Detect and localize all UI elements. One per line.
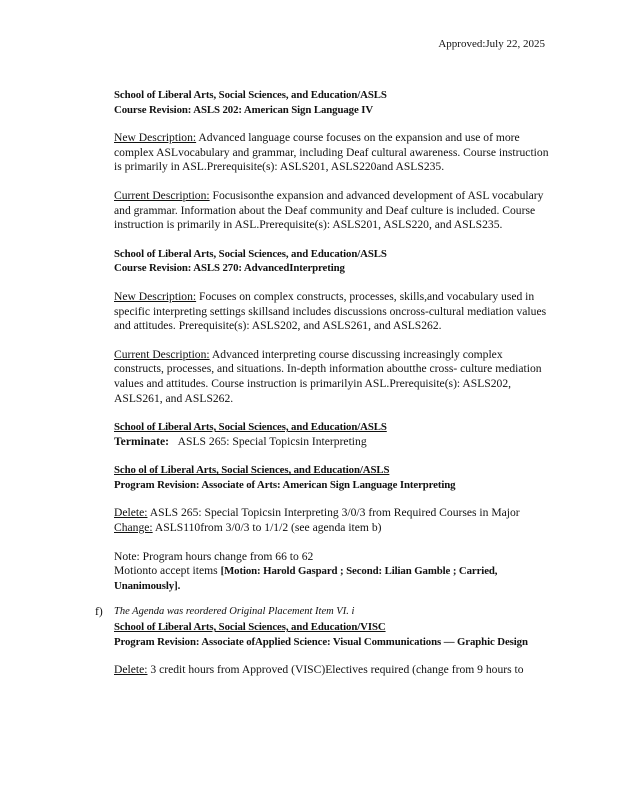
delete-label: Delete:	[114, 663, 148, 677]
terminate-label: Terminate:	[114, 434, 169, 448]
approval-date: Approved:July 22, 2025	[438, 38, 545, 50]
program-revision-heading: Program Revision: Associate ofApplied Science: Visual Communications — Graphic Design	[114, 635, 528, 648]
terminate-text: ASLS 265: Special Topicsin Interpreting	[177, 434, 367, 448]
current-description-label: Current Description:	[114, 188, 210, 202]
item-marker: f)	[95, 605, 103, 619]
new-description-text: Focuses on complex constructs, processes, skills,and vocabulary used in specific interpreting settings skillsand includes discussions oncross-cultural mediation values and attitudes. Prerequisite(s): ASLS202, and ASLS261, and ASLS262.	[114, 289, 547, 333]
motion-line	[114, 564, 550, 593]
motion-prefix: Motionto accept items	[114, 564, 221, 578]
section-program-asl-interpreting	[114, 463, 550, 593]
delete-text: 3 credit hours from Approved (VISC)Electives required (change from 9 hours to	[147, 663, 524, 677]
course-revision-heading: Course Revision: ASLS 202: American Sign Language IV	[114, 103, 374, 116]
delete-line	[114, 506, 550, 521]
school-heading: School of Liberal Arts, Social Sciences, and Education/ASLS	[114, 421, 387, 434]
new-description-label: New Description:	[114, 131, 197, 145]
change-text: ASLS110from 3/0/3 to 1/1/2 (see agenda item b)	[152, 521, 382, 535]
school-heading: School of Liberal Arts, Social Sciences, and Education/VISC	[114, 621, 386, 634]
section-terminate	[114, 420, 550, 449]
current-description	[114, 189, 550, 233]
terminate-line	[114, 435, 550, 450]
current-description-label: Current Description:	[114, 347, 210, 361]
delete-line	[114, 663, 550, 678]
document-body	[95, 88, 550, 678]
program-revision-heading: Program Revision: Associate of Arts: American Sign Language Interpreting	[114, 478, 456, 491]
delete-text: ASLS 265: Special Topicsin Interpreting 3/0/3 from Required Courses in Major	[147, 506, 520, 520]
delete-label: Delete:	[114, 506, 148, 520]
school-heading: Scho ol of Liberal Arts, Social Sciences, and Education/ASLS	[114, 464, 390, 477]
new-description	[114, 131, 550, 175]
new-description	[114, 290, 550, 334]
new-description-text: Advanced language course focuses on the expansion and use of more complex ASLvocabulary and grammar, including Deaf cultural awareness. Course instruction is primarily in ASL.Prerequisite(s): ASLS201, ASLS220and ASLS235.	[114, 131, 549, 174]
program-hours-note: Note: Program hours change from 66 to 62	[114, 549, 314, 563]
course-revision-heading: Course Revision: ASLS 270: AdvancedInterpreting	[114, 262, 345, 275]
school-heading: School of Liberal Arts, Social Sciences, and Education/ASLS	[114, 247, 387, 260]
current-description-text: Focusisonthe expansion and advanced development of ASL vocabulary and grammar. Information about the Deaf community and Deaf culture is included. Course instruction is primarily in ASL.Prerequisite(s): ASLS201, ASLS220, and ASLS235.	[114, 188, 544, 232]
section-asls-202	[114, 88, 550, 233]
section-asls-270	[114, 247, 550, 406]
current-description-text: Advanced interpreting course discussing increasingly complex constructs, processes, and situations. In-depth information aboutthe cross- culture mediation values and attitudes. Course instruction is primarilyin ASL.Prerequisite(s): ASLS202, ASLS261, and ASLS262.	[114, 347, 542, 405]
change-label: Change:	[114, 521, 153, 535]
new-description-label: New Description:	[114, 289, 197, 303]
current-description	[114, 348, 550, 406]
change-line	[114, 521, 550, 536]
section-visc	[95, 605, 550, 677]
school-heading: School of Liberal Arts, Social Sciences, and Education/ASLS	[114, 89, 387, 101]
agenda-reorder-note: The Agenda was reordered Original Placement Item VI. i	[114, 606, 355, 618]
motion-details: [Motion: Harold Gaspard ; Second: Lilian Gamble ; Carried, Unanimously].	[114, 565, 498, 592]
